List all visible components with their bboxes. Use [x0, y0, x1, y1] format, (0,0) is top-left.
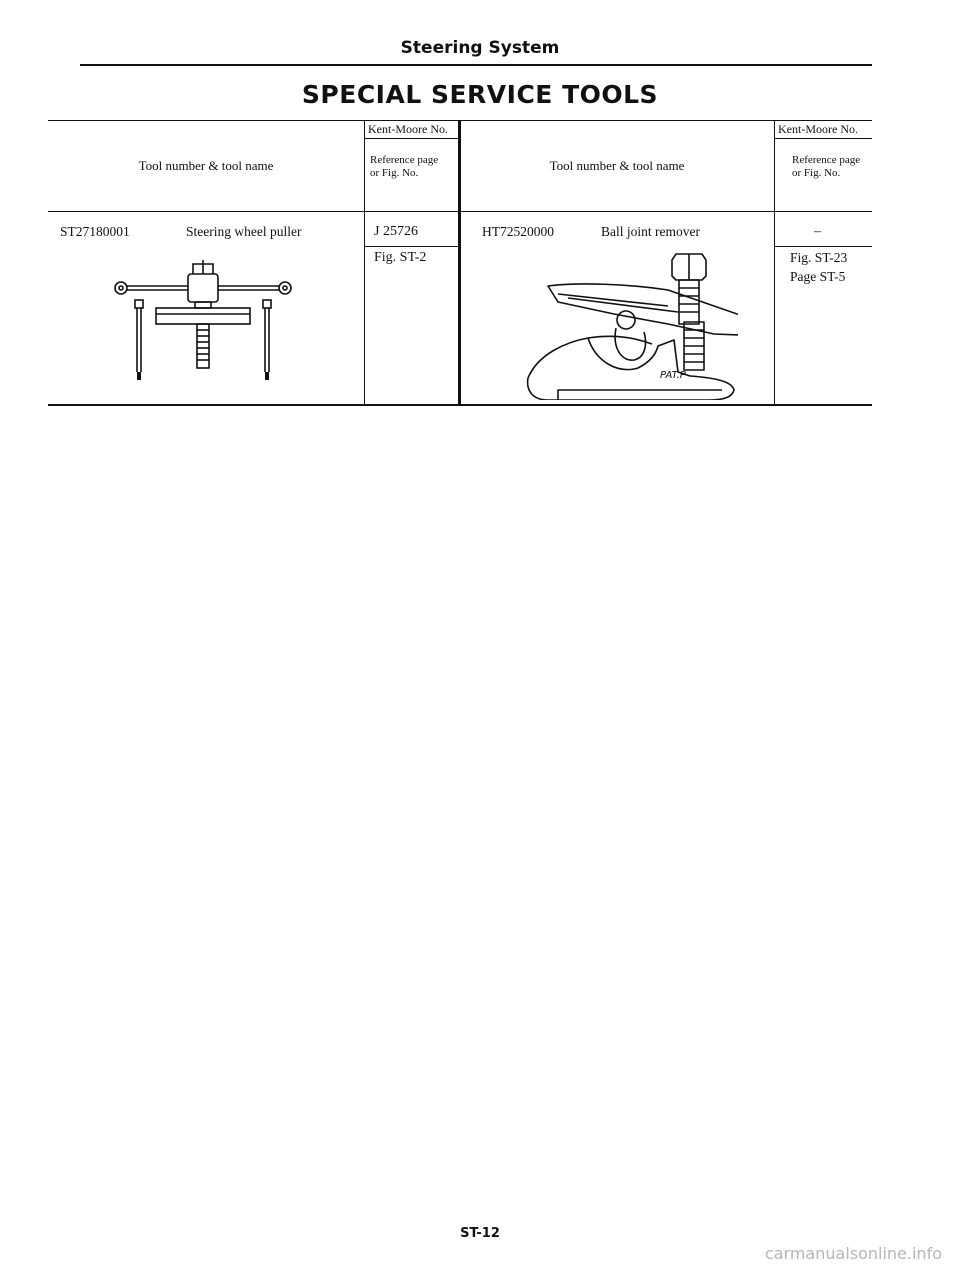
header-rule [80, 64, 872, 66]
column-divider-1 [364, 120, 365, 406]
reference-1: Fig. ST-2 [374, 250, 427, 265]
kent-moore-number-2: – [814, 224, 821, 239]
page-title: SPECIAL SERVICE TOOLS [301, 80, 659, 109]
header-reference-left: Reference page or Fig. No. [370, 154, 439, 179]
special-service-tools-table [48, 120, 872, 406]
reference-2-line-1: Fig. ST-23 [790, 250, 848, 265]
kent-moore-number-1: J 25726 [374, 224, 418, 239]
page-number: ST-12 [460, 1226, 500, 1241]
ball-joint-remover-illustration [518, 250, 738, 400]
header-reference-right: Reference page or Fig. No. [792, 154, 861, 179]
tool-number-2: HT72520000 [482, 224, 554, 239]
column-divider-3 [774, 120, 775, 406]
steering-wheel-puller-illustration [108, 260, 298, 385]
tool-name-2: Ball joint remover [601, 224, 700, 239]
patent-pending-label: PAT.P [660, 370, 686, 381]
watermark: carmanualsonline.info [764, 1244, 942, 1263]
header-kent-moore-right: Kent-Moore No. [778, 122, 858, 136]
row-divider-left [364, 246, 459, 247]
row-divider-right [774, 246, 872, 247]
reference-2-line-2: Page ST-5 [790, 269, 846, 284]
tool-name-1: Steering wheel puller [186, 224, 302, 239]
table-header-divider-left [364, 138, 459, 139]
header-kent-moore-left: Kent-Moore No. [368, 122, 448, 136]
section-title: Steering System [400, 38, 560, 58]
tool-number-1: ST27180001 [60, 224, 130, 239]
header-tool-right: Tool number & tool name [549, 158, 685, 173]
header-tool-left: Tool number & tool name [138, 158, 274, 173]
table-header-divider-right [774, 138, 872, 139]
